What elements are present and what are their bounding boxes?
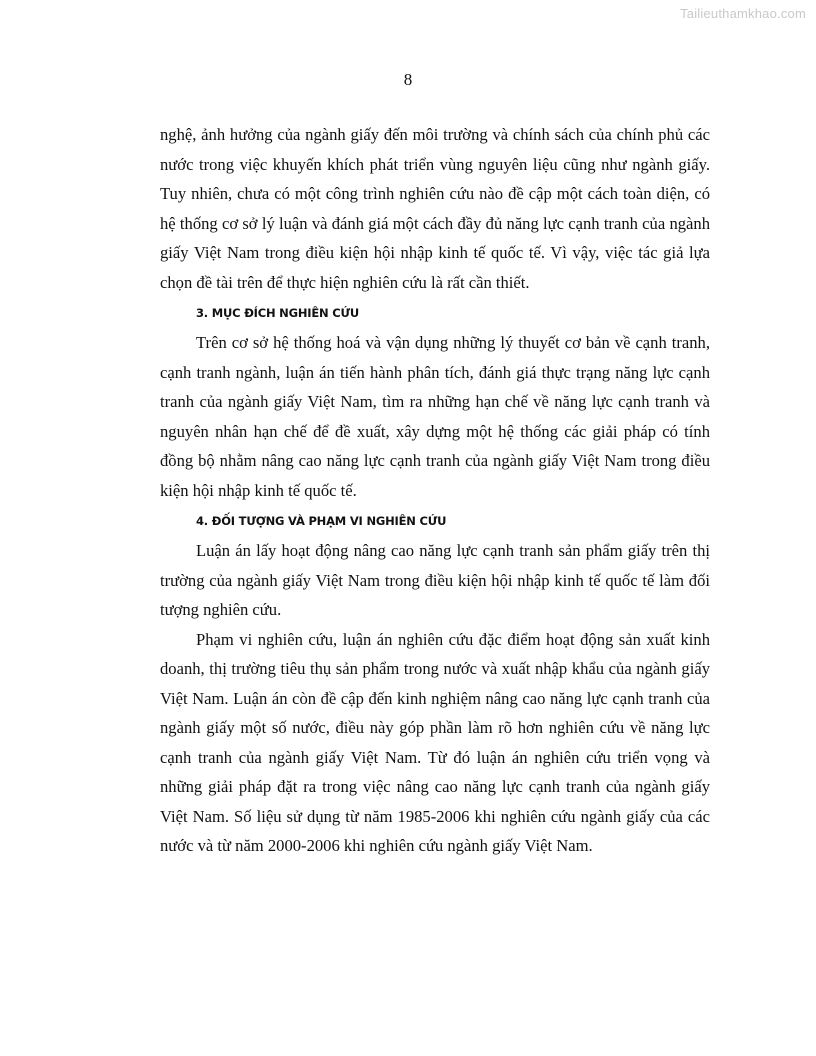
section-heading-scope: 4. ĐỐI TƯỢNG VÀ PHẠM VI NGHIÊN CỨU [196,514,447,528]
paragraph-purpose: Trên cơ sở hệ thống hoá và vận dụng những lý thuyết cơ bản về cạnh tranh, cạnh tranh ngành, luận án tiến hành phân tích, đánh giá thực trạng năng lực cạnh tranh của ngành giấy Việt Nam, tìm ra những hạn chế về năng lực cạnh tranh và nguyên nhân hạn chế để đề xuất, xây dựng một hệ thống các giải pháp có tính đồng bộ nhằm nâng cao năng lực cạnh tranh của ngành giấy Việt Nam trong điều kiện hội nhập kinh tế quốc tế. [160,333,710,500]
document-body [160,120,710,861]
section-heading-purpose: 3. MỤC ĐÍCH NGHIÊN CỨU [196,306,360,320]
watermark-text: Tailieuthamkhao.com [680,6,806,21]
paragraph-continuation: nghệ, ảnh hưởng của ngành giấy đến môi trường và chính sách của chính phủ các nước trong việc khuyến khích phát triển vùng nguyên liệu cũng như ngành giấy. Tuy nhiên, chưa có một công trình nghiên cứu nào đề cập một cách toàn diện, có hệ thống cơ sở lý luận và đánh giá một cách đầy đủ năng lực cạnh tranh của ngành giấy Việt Nam trong điều kiện hội nhập kinh tế quốc tế. Vì vậy, việc tác giả lựa chọn đề tài trên để thực hiện nghiên cứu là rất cần thiết. [160,125,710,292]
paragraph-scope: Phạm vi nghiên cứu, luận án nghiên cứu đặc điểm hoạt động sản xuất kinh doanh, thị trường tiêu thụ sản phẩm trong nước và xuất nhập khẩu của ngành giấy Việt Nam. Luận án còn đề cập đến kinh nghiệm nâng cao năng lực cạnh tranh của ngành giấy một số nước, điều này góp phần làm rõ hơn nghiên cứu về năng lực cạnh tranh của ngành giấy Việt Nam. Từ đó luận án nghiên cứu triển vọng và những giải pháp đặt ra trong việc nâng cao năng lực cạnh tranh của ngành giấy Việt Nam. Số liệu sử dụng từ năm 1985-2006 khi nghiên cứu ngành giấy của các nước và từ năm 2000-2006 khi nghiên cứu ngành giấy Việt Nam. [160,629,710,855]
paragraph-object: Luận án lấy hoạt động nâng cao năng lực cạnh tranh sản phẩm giấy trên thị trường của ngành giấy Việt Nam trong điều kiện hội nhập kinh tế quốc tế làm đối tượng nghiên cứu. [160,541,710,619]
page-number: 8 [403,70,413,89]
